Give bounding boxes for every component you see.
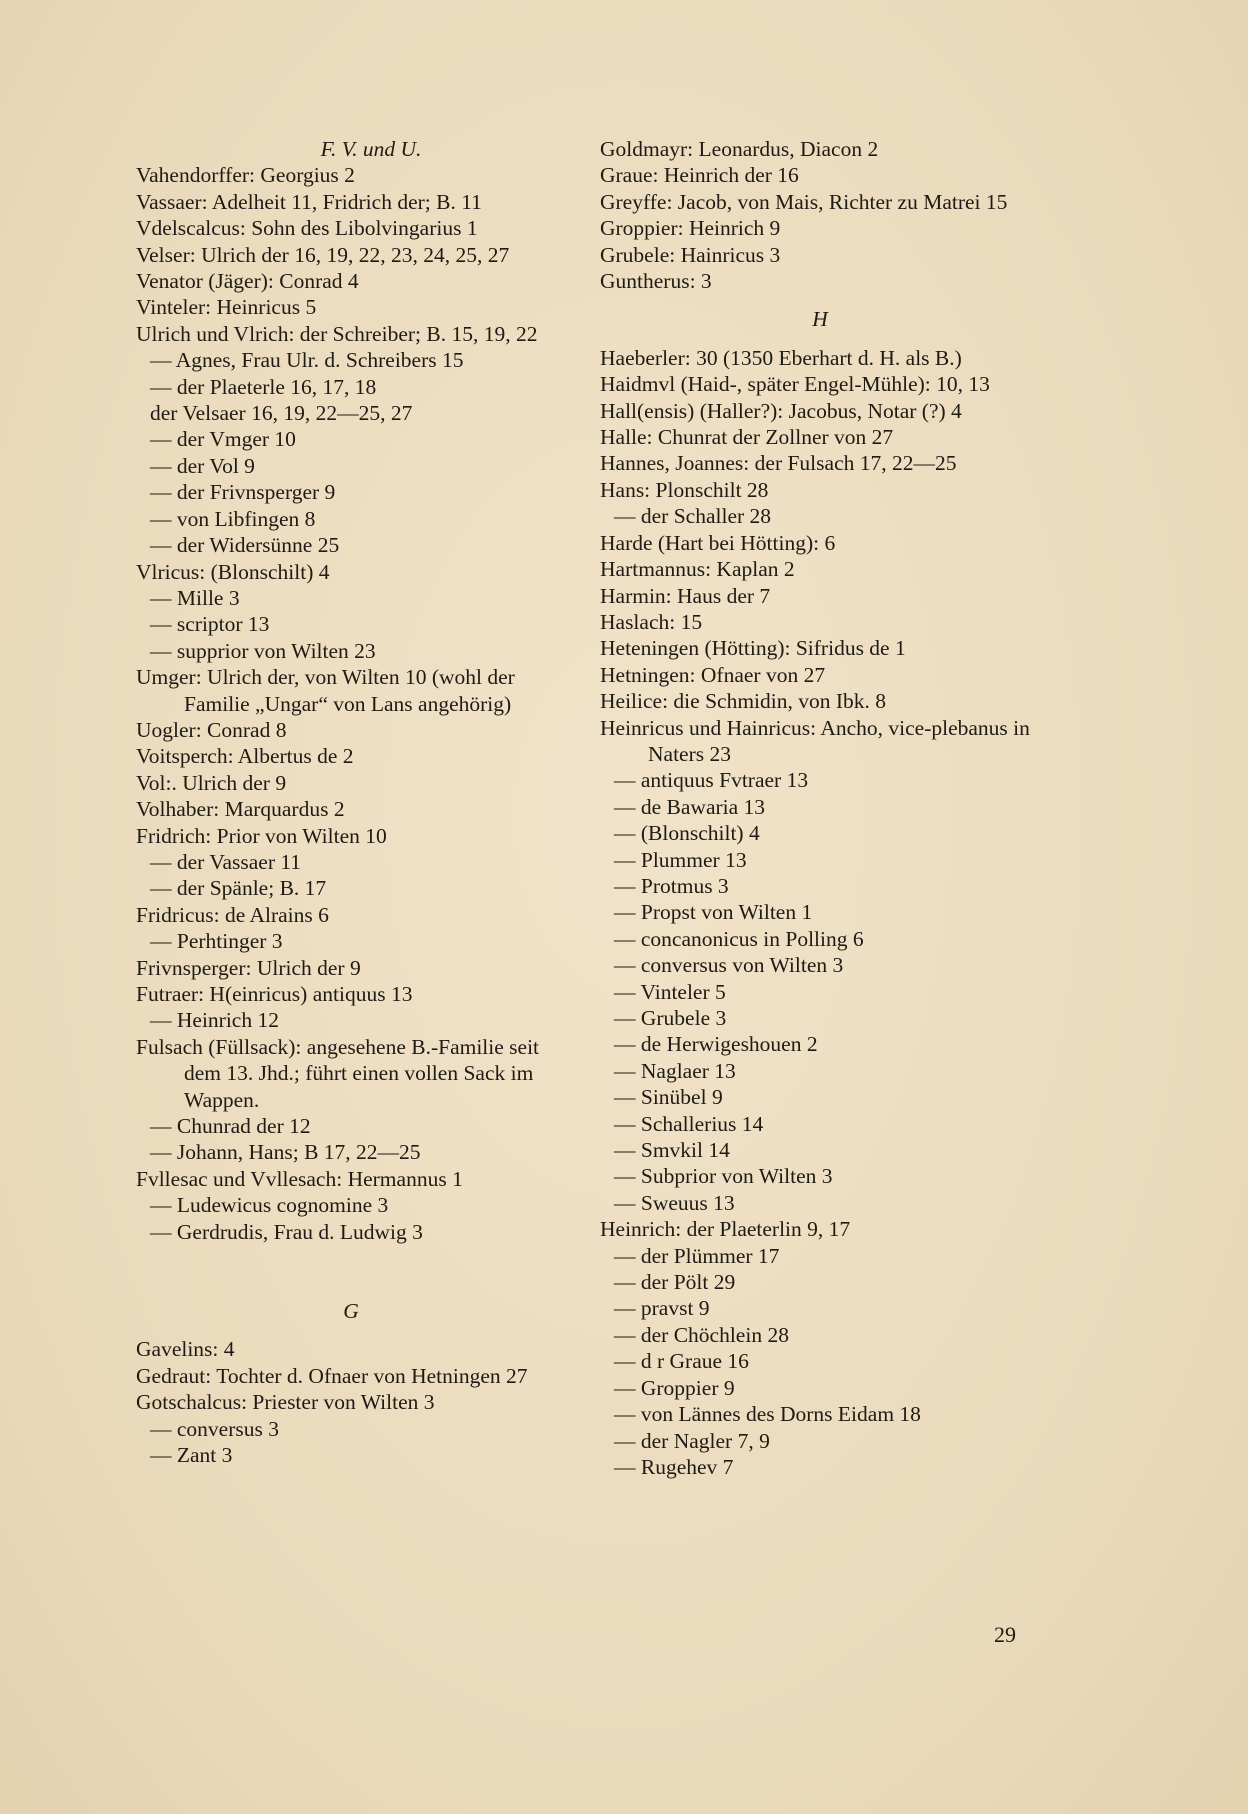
- index-subentry: — concanonicus in Polling 6: [614, 926, 864, 951]
- index-entry: Futraer: H(einricus) antiquus 13: [136, 982, 413, 1006]
- index-subentry: — der Spänle; B. 17: [150, 876, 327, 901]
- index-entry: Heinricus und Hainricus: Ancho, vice-plebanus in Naters 23: [600, 715, 1030, 766]
- index-subentry: — Ludewicus cognomine 3: [150, 1193, 389, 1218]
- index-entry: Volhaber: Marquardus 2: [136, 797, 345, 822]
- index-entry: Vahendorffer: Georgius 2: [136, 163, 355, 188]
- index-entry: Ulrich und Vlrich: der Schreiber; B. 15, 19, 22: [136, 321, 538, 346]
- index-subentry: — Sinübel 9: [614, 1085, 723, 1110]
- index-entry: Fridrich: Prior von Wilten 10: [136, 823, 387, 848]
- index-entry: Heinrich: der Plaeterlin 9, 17: [600, 1217, 851, 1242]
- index-entry: Gedraut: Tochter d. Ofnaer von Hetningen 27: [136, 1363, 528, 1388]
- index-subentry: — Gerdrudis, Frau d. Ludwig 3: [150, 1219, 423, 1244]
- right-column: [600, 136, 1040, 1480]
- left-column: [136, 136, 566, 1469]
- entries-fvu: [136, 162, 566, 1245]
- index-entry: Harmin: Haus der 7: [600, 583, 771, 608]
- index-entry: Vdelscalcus: Sohn des Libolvingarius 1: [136, 216, 478, 241]
- section-heading-g: G: [343, 1299, 359, 1324]
- index-subentry: — der Chöchlein 28: [614, 1322, 789, 1347]
- index-entry: Hans: Plonschilt 28: [600, 477, 769, 502]
- index-subentry: — Naglaer 13: [614, 1058, 736, 1083]
- index-subentry: — Smvkil 14: [614, 1138, 730, 1163]
- index-entry: Haeberler: 30 (1350 Eberhart d. H. als B.): [600, 345, 962, 370]
- index-subentry: — pravst 9: [614, 1296, 710, 1321]
- index-subentry: — conversus 3: [150, 1416, 279, 1441]
- index-entry: Vol:. Ulrich der 9: [136, 770, 287, 795]
- index-entry: Voitsperch: Albertus de 2: [136, 744, 354, 769]
- index-subentry: — Propst von Wilten 1: [614, 900, 813, 925]
- index-entry: Guntherus: 3: [600, 269, 712, 294]
- index-subentry: — (Blonschilt) 4: [614, 821, 760, 846]
- index-subentry: — Agnes, Frau Ulr. d. Schreibers 15: [150, 348, 464, 373]
- index-entry: Hall(ensis) (Haller?): Jacobus, Notar (?) 4: [600, 398, 962, 423]
- index-entry: Venator (Jäger): Conrad 4: [136, 269, 359, 294]
- index-subentry: — der Nagler 7, 9: [614, 1428, 770, 1453]
- index-subentry: — Protmus 3: [614, 873, 729, 898]
- index-subentry: — antiquus Fvtraer 13: [614, 768, 809, 793]
- index-subentry: — de Herwigeshouen 2: [614, 1032, 818, 1057]
- index-entry: Hartmannus: Kaplan 2: [600, 557, 795, 582]
- index-subentry: — Schallerius 14: [614, 1111, 764, 1136]
- index-entry: Umger: Ulrich der, von Wilten 10 (wohl der Familie „Ungar“ von Lans angehörig): [136, 665, 515, 716]
- index-entry: Vinteler: Heinricus 5: [136, 295, 317, 320]
- index-subentry: — Zant 3: [150, 1443, 233, 1468]
- entries-h: [600, 345, 1040, 1480]
- index-entry: Frivnsperger: Ulrich der 9: [136, 955, 361, 980]
- index-entry: Fulsach (Füllsack): angesehene B.-Familie seit dem 13. Jhd.; führt einen vollen Sack im Wappen.: [136, 1034, 540, 1112]
- index-subentry: — der Plaeterle 16, 17, 18: [150, 374, 377, 399]
- index-entry: Haslach: 15: [600, 609, 703, 634]
- entries-g-continued: [600, 136, 1040, 294]
- index-subentry: der Velsaer 16, 19, 22—25, 27: [150, 401, 413, 426]
- index-entry: Harde (Hart bei Hötting): 6: [600, 530, 836, 555]
- index-entry: Hetningen: Ofnaer von 27: [600, 662, 826, 687]
- index-subentry: — der Vassaer 11: [150, 849, 302, 874]
- index-subentry: — Chunrad der 12: [150, 1114, 311, 1139]
- index-entry: Halle: Chunrat der Zollner von 27: [600, 425, 894, 450]
- index-subentry: — supprior von Wilten 23: [150, 638, 376, 663]
- index-entry: Grubele: Hainricus 3: [600, 242, 781, 267]
- index-subentry: — der Vmger 10: [150, 427, 296, 452]
- index-subentry: — Perhtinger 3: [150, 929, 283, 954]
- index-entry: Vassaer: Adelheit 11, Fridrich der; B. 11: [136, 189, 482, 214]
- index-entry: Fridricus: de Alrains 6: [136, 902, 329, 927]
- index-entry: Vlricus: (Blonschilt) 4: [136, 559, 330, 584]
- index-entry: Hannes, Joannes: der Fulsach 17, 22—25: [600, 451, 957, 476]
- index-subentry: — scriptor 13: [150, 612, 270, 637]
- index-subentry: — Mille 3: [150, 585, 240, 610]
- index-subentry: — von Lännes des Dorns Eidam 18: [614, 1402, 921, 1427]
- index-entry: Graue: Heinrich der 16: [600, 163, 799, 188]
- index-entry: Greyffe: Jacob, von Mais, Richter zu Matrei 15: [600, 189, 1008, 214]
- index-entry: Uogler: Conrad 8: [136, 717, 287, 742]
- page-number: 29: [994, 1622, 1016, 1647]
- index-subentry: — conversus von Wilten 3: [614, 953, 844, 978]
- index-subentry: — de Bawaria 13: [614, 794, 766, 819]
- section-heading-h: H: [812, 307, 828, 332]
- index-entry: Gotschalcus: Priester von Wilten 3: [136, 1390, 435, 1415]
- index-entry: Heteningen (Hötting): Sifridus de 1: [600, 636, 906, 661]
- index-entry: Haidmvl (Haid-, später Engel-Mühle): 10, 13: [600, 372, 990, 397]
- index-subentry: — Johann, Hans; B 17, 22—25: [150, 1140, 421, 1165]
- index-subentry: — Groppier 9: [614, 1375, 735, 1400]
- index-subentry: — Plummer 13: [614, 847, 747, 872]
- index-subentry: — der Vol 9: [150, 453, 255, 478]
- index-subentry: — der Pölt 29: [614, 1270, 736, 1295]
- index-subentry: — der Widersünne 25: [150, 533, 340, 558]
- index-subentry: — der Schaller 28: [614, 504, 772, 529]
- index-entry: Goldmayr: Leonardus, Diacon 2: [600, 137, 879, 161]
- index-subentry: — Subprior von Wilten 3: [614, 1164, 833, 1189]
- index-subentry: — Heinrich 12: [150, 1008, 279, 1033]
- index-subentry: — der Plümmer 17: [614, 1243, 780, 1268]
- index-subentry: — von Libfingen 8: [150, 506, 316, 531]
- index-subentry: — Rugehev 7: [614, 1454, 734, 1479]
- index-subentry: — der Frivnsperger 9: [150, 480, 336, 505]
- index-entry: Fvllesac und Vvllesach: Hermannus 1: [136, 1166, 463, 1191]
- index-entry: Heilice: die Schmidin, von Ibk. 8: [600, 689, 887, 714]
- index-subentry: — Sweuus 13: [614, 1190, 735, 1215]
- entries-g: [136, 1336, 566, 1468]
- index-entry: Groppier: Heinrich 9: [600, 216, 781, 241]
- index-subentry: — Grubele 3: [614, 1006, 727, 1030]
- index-entry: Velser: Ulrich der 16, 19, 22, 23, 24, 25, 27: [136, 242, 510, 267]
- index-entry: Gavelins: 4: [136, 1337, 235, 1362]
- index-subentry: — Vinteler 5: [614, 979, 726, 1004]
- section-heading-fvu: F. V. und U.: [320, 137, 422, 161]
- index-subentry: — d r Graue 16: [614, 1349, 749, 1374]
